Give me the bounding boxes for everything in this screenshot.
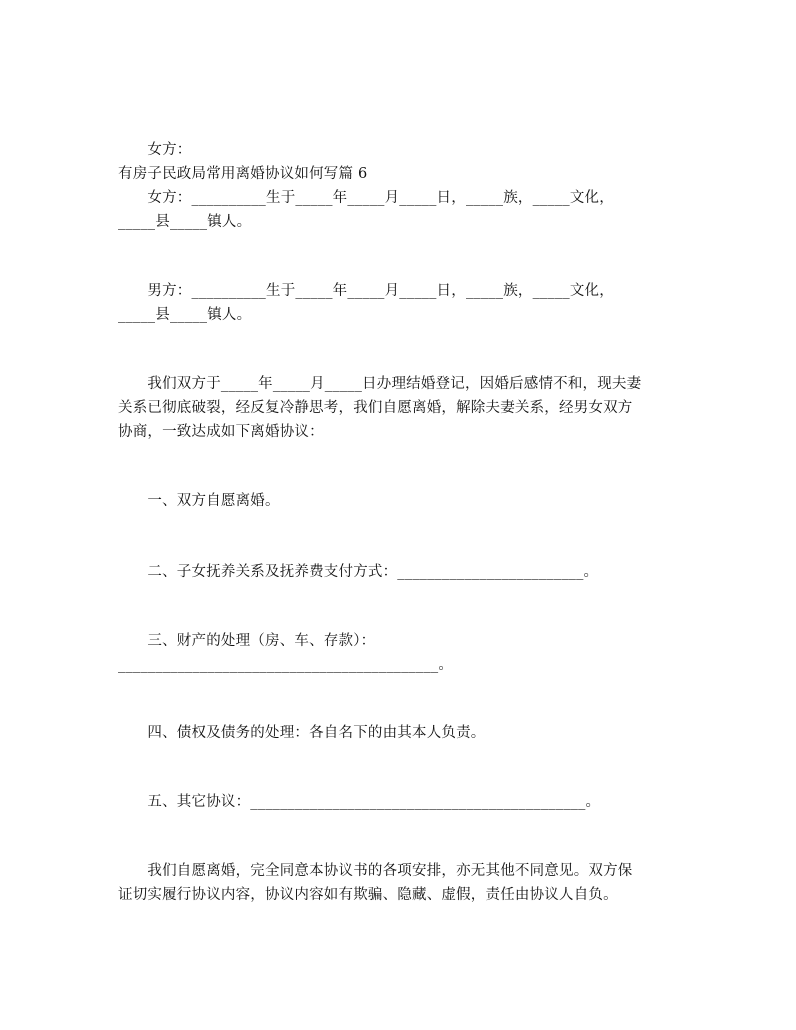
closing-paragraph-line-2: 证切实履行协议内容，协议内容如有欺骗、隐藏、虚假，责任由协议人自负。 — [118, 887, 618, 903]
intro-paragraph-line-1: 我们双方于_____年_____月_____日办理结婚登记，因婚后感情不和，现夫妻 — [118, 376, 642, 392]
clause-3-line-1: 三、财产的处理（房、车、存款）： — [118, 633, 376, 649]
intro-paragraph-line-2: 关系已彻底破裂，经反复冷静思考，我们自愿离婚，解除夫妻关系，经男女双方 — [118, 400, 633, 416]
clause-1: 一、双方自愿离婚。 — [118, 493, 280, 509]
husband-info-line-2: _____县_____镇人。 — [118, 307, 252, 323]
wife-heading: 女方： — [118, 142, 192, 158]
clause-4: 四、债权及债务的处理：各自名下的由其本人负责。 — [118, 725, 486, 741]
wife-info-line-1: 女方：__________生于_____年_____月_____日，_____族，_____文化， — [118, 190, 614, 206]
closing-paragraph-line-1: 我们自愿离婚，完全同意本协议书的各项安排，亦无其他不同意见。双方保 — [118, 863, 633, 879]
clause-5: 五、其它协议：_____________________________________________。 — [118, 794, 601, 810]
clause-3-line-2: ___________________________________________。 — [118, 657, 454, 673]
document-title: 有房子民政局常用离婚协议如何写篇 6 — [118, 166, 368, 182]
husband-info-line-1: 男方：__________生于_____年_____月_____日，_____族，_____文化， — [118, 283, 614, 299]
intro-paragraph-line-3: 协商，一致达成如下离婚协议： — [118, 424, 324, 440]
wife-info-line-2: _____县_____镇人。 — [118, 214, 252, 230]
clause-2: 二、子女抚养关系及抚养费支付方式：_________________________。 — [118, 564, 599, 580]
